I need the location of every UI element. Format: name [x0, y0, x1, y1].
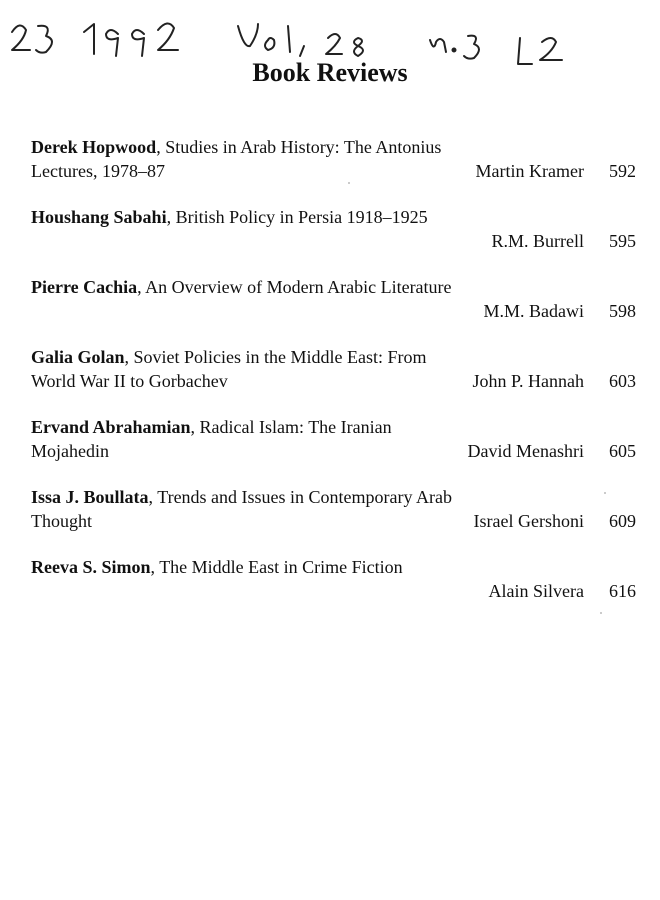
book-title: , British Policy in Persia 1918–1925 — [166, 207, 428, 227]
review-citation — [31, 275, 471, 299]
review-citation — [31, 415, 471, 463]
book-author: Derek Hopwood — [31, 137, 157, 157]
book-title: , Trends and Issues in Contemporary Arab Thought — [31, 487, 453, 531]
book-author: Issa J. Boullata — [31, 487, 149, 507]
book-title: , The Middle East in Crime Fiction — [150, 557, 403, 577]
reviewer-name: M.M. Badawi — [483, 301, 584, 321]
review-citation — [31, 205, 471, 229]
reviewer-name: John P. Hannah — [472, 371, 584, 391]
review-citation — [31, 555, 471, 579]
page-number: 595 — [609, 231, 636, 251]
reviewer-name: R.M. Burrell — [491, 231, 584, 251]
book-title: , An Overview of Modern Arabic Literature — [137, 277, 452, 297]
scan-speck — [348, 182, 350, 184]
reviewer-name: David Menashri — [467, 441, 584, 461]
book-author: Pierre Cachia — [31, 277, 138, 297]
scan-speck — [600, 612, 602, 614]
review-entry — [31, 555, 636, 625]
page-number: 616 — [609, 581, 636, 601]
review-citation — [31, 485, 471, 533]
page-number: 603 — [609, 371, 636, 391]
book-author: Reeva S. Simon — [31, 557, 151, 577]
review-citation — [31, 345, 471, 393]
review-citation — [31, 135, 471, 183]
reviewer-name: Alain Silvera — [488, 581, 584, 601]
page-number: 598 — [609, 301, 636, 321]
book-author: Galia Golan — [31, 347, 125, 367]
reviewer-name: Israel Gershoni — [473, 511, 584, 531]
book-author: Ervand Abrahamian — [31, 417, 191, 437]
page-title: Book Reviews — [252, 58, 408, 87]
page-number: 609 — [609, 511, 636, 531]
page-number: 605 — [609, 441, 636, 461]
review-entry — [31, 345, 636, 415]
review-entry — [31, 205, 636, 275]
review-entry — [31, 135, 636, 205]
scan-speck — [604, 492, 606, 494]
review-entry — [31, 275, 636, 345]
review-list — [31, 135, 636, 625]
book-title: , Radical Islam: The Iranian Mojahedin — [31, 417, 392, 461]
book-title: , Soviet Policies in the Middle East: From World War II to Gorbachev — [31, 347, 427, 391]
review-entry — [31, 415, 636, 485]
review-entry — [31, 485, 636, 555]
book-author: Houshang Sabahi — [31, 207, 167, 227]
book-title: , Studies in Arab History: The Antonius Lectures, 1978–87 — [31, 137, 442, 181]
page-number: 592 — [609, 161, 636, 181]
reviewer-name: Martin Kramer — [475, 161, 584, 181]
